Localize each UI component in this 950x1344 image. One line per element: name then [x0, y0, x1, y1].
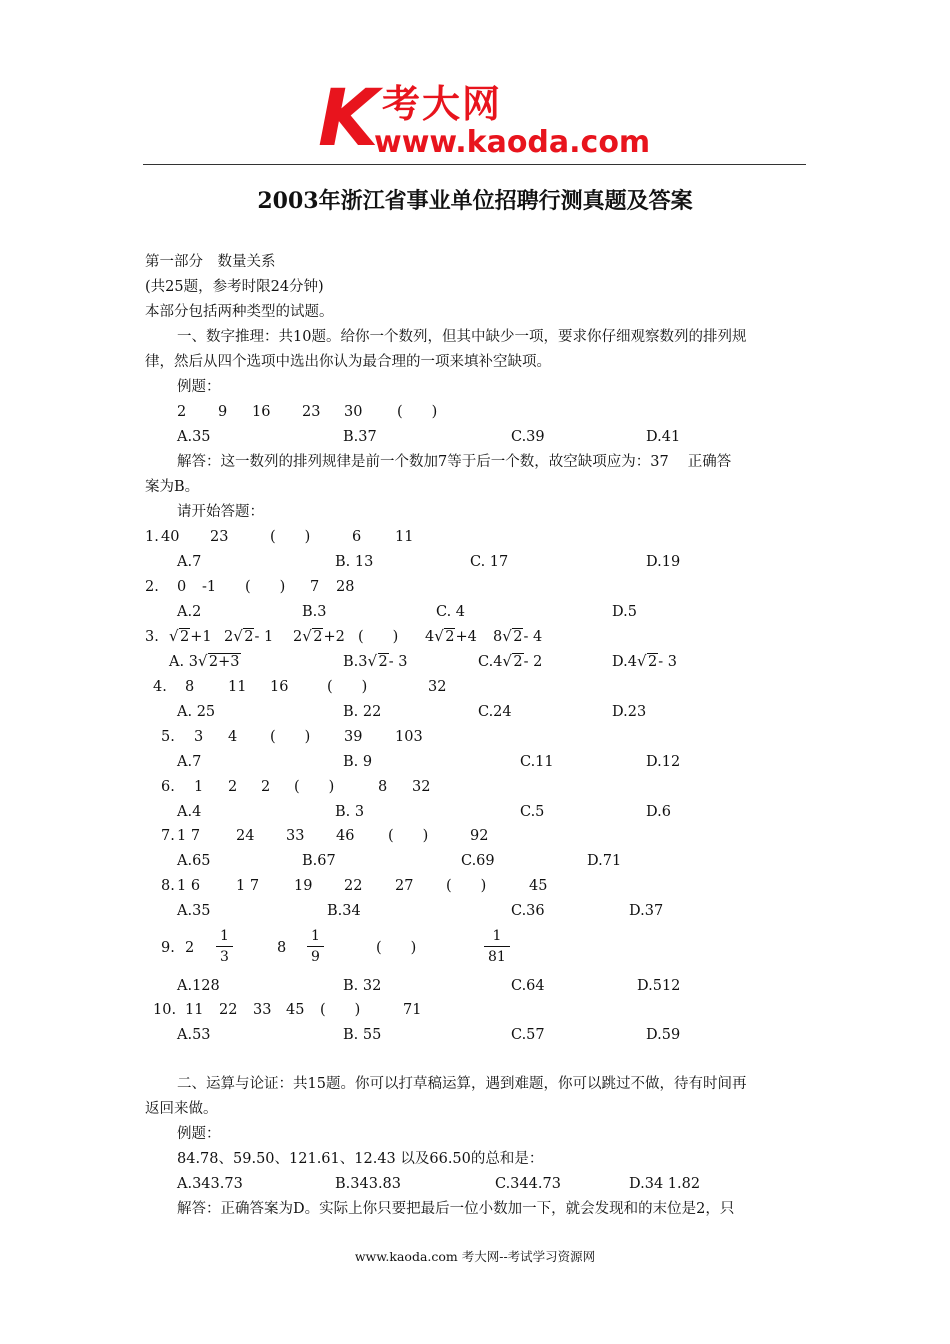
example-answer-line2: 案为B。 [145, 479, 200, 495]
part-intro: 本部分包括两种类型的试题。 [145, 304, 334, 320]
option-a: A.65 [177, 853, 211, 869]
seq-item: 9 [218, 404, 228, 420]
question-number: 4. [153, 679, 167, 695]
seq-item: 11 [228, 679, 247, 695]
seq-item: 8 [378, 779, 388, 795]
option-a: A.7 [177, 554, 202, 570]
option-a: A.343.73 [177, 1176, 243, 1192]
seq-blank: ( ) [245, 579, 286, 595]
header-rule [143, 164, 806, 165]
question-number: 1. [145, 529, 159, 545]
logo-url: www.kaoda.com [374, 125, 651, 160]
seq-item: 1 6 [177, 878, 201, 894]
option-b: B.67 [302, 853, 336, 869]
question-number: 10. [153, 1002, 177, 1018]
fraction-term: $\frac{1}{9}$ [307, 926, 324, 967]
question-number: 9. [161, 940, 175, 956]
option-c: C.64 [511, 978, 545, 994]
seq-blank: ( ) [327, 679, 368, 695]
seq-item: 2 [228, 779, 238, 795]
option-c: C.11 [520, 754, 554, 770]
option-a: A.2 [177, 604, 202, 620]
seq-item: 27 [395, 878, 414, 894]
seq-item: 11 [185, 1002, 204, 1018]
option-b: B.3 [302, 604, 327, 620]
seq-item: 8 [277, 940, 287, 956]
seq-item: 19 [294, 878, 313, 894]
option-d: D.71 [587, 853, 622, 869]
seq-item: 28 [336, 579, 355, 595]
seq-item: -1 [202, 579, 217, 595]
option-c: C.24 [478, 704, 512, 720]
option-a: A. 25 [177, 704, 216, 720]
option-d: D.19 [646, 554, 681, 570]
radical-term: 4√ 2+4 [425, 627, 477, 647]
option-b: B.343.83 [335, 1176, 402, 1192]
seq-blank: ( ) [270, 729, 311, 745]
example-answer-line1: 解答：这一数列的排列规律是前一个数加7等于后一个数，故空缺项应为：37 正确答 [177, 454, 732, 470]
option-b: B. 9 [343, 754, 373, 770]
example-label: 例题： [177, 1126, 221, 1142]
seq-item: 16 [270, 679, 289, 695]
seq-item: 6 [352, 529, 362, 545]
option-a: A.7 [177, 754, 202, 770]
radical-term: 8√ 2- 4 [493, 627, 542, 647]
document-title: 2003年浙江省事业单位招聘行测真题及答案 [257, 188, 693, 214]
option-b: B.3√ 2- 3 [343, 652, 407, 672]
example-question: 84.78、59.50、121.61、12.43 以及66.50的总和是： [177, 1151, 544, 1167]
option-b: B.34 [327, 903, 361, 919]
seq-item: 22 [344, 878, 363, 894]
seq-item: 39 [344, 729, 363, 745]
question-number: 7. [161, 828, 175, 844]
seq-item: 40 [161, 529, 180, 545]
seq-item: 92 [470, 828, 489, 844]
seq-blank: ( ) [388, 828, 429, 844]
logo-k: K [318, 74, 379, 164]
seq-blank: ( ) [294, 779, 335, 795]
option-d: D.37 [629, 903, 664, 919]
section1-desc-line2: 律，然后从四个选项中选出你认为最合理的一项来填补空缺项。 [145, 354, 551, 370]
seq-blank: ( ) [397, 404, 438, 420]
option-a: A.35 [177, 903, 211, 919]
part-heading: 第一部分 数量关系 [145, 254, 276, 270]
option-c: C.4√ 2- 2 [478, 652, 542, 672]
seq-item: 8 [185, 679, 195, 695]
seq-blank: ( ) [320, 1002, 361, 1018]
seq-item: 46 [336, 828, 355, 844]
option-a: A. 3√ 2+3 [169, 652, 241, 672]
section2-desc-line1: 二、运算与论证：共15题。你可以打草稿运算，遇到难题，你可以跳过不做，待有时间再 [177, 1076, 747, 1092]
option-d: D.12 [646, 754, 681, 770]
seq-item: 11 [395, 529, 414, 545]
part-note: (共25题，参考时限24分钟) [145, 279, 324, 295]
option-d: D.512 [637, 978, 681, 994]
option-d: D.5 [612, 604, 637, 620]
example-label: 例题： [177, 379, 221, 395]
seq-blank: ( ) [446, 878, 487, 894]
seq-item: 32 [428, 679, 447, 695]
seq-blank: ( ) [270, 529, 311, 545]
kaoda-logo [318, 74, 651, 164]
option-b: B. 32 [343, 978, 382, 994]
start-prompt: 请开始答题： [177, 504, 264, 520]
fraction-term: $\frac{1}{81}$ [484, 926, 510, 967]
option-b: B. 55 [343, 1027, 382, 1043]
option-b: B. 22 [343, 704, 382, 720]
seq-item: 22 [219, 1002, 238, 1018]
radical-term: √ 2+1 [169, 627, 212, 647]
seq-item: 33 [286, 828, 305, 844]
seq-item: 16 [252, 404, 271, 420]
radical-term: 2√ 2+2 [293, 627, 345, 647]
logo-chinese-name: 考大网 [382, 82, 503, 126]
seq-item: 1 7 [177, 828, 201, 844]
option-c: C. 4 [436, 604, 466, 620]
option-c: C.36 [511, 903, 545, 919]
option-c: C.5 [520, 804, 545, 820]
option-d: D.34 1.82 [629, 1176, 701, 1192]
seq-item: 4 [228, 729, 238, 745]
seq-item: 32 [412, 779, 431, 795]
seq-item: 2 [177, 404, 187, 420]
option-d: D.59 [646, 1027, 681, 1043]
option-c: C. 17 [470, 554, 509, 570]
seq-blank: ( ) [358, 629, 399, 645]
seq-item: 30 [344, 404, 363, 420]
seq-item: 45 [286, 1002, 305, 1018]
seq-item: 23 [302, 404, 321, 420]
seq-item: 0 [177, 579, 187, 595]
option-a: A.4 [177, 804, 202, 820]
seq-item: 1 [194, 779, 204, 795]
option-b: B.37 [343, 429, 377, 445]
radical-term: 2√ 2- 1 [224, 627, 273, 647]
seq-item: 23 [210, 529, 229, 545]
question-number: 6. [161, 779, 175, 795]
option-d: D.41 [646, 429, 681, 445]
seq-blank: ( ) [376, 940, 417, 956]
option-d: D.6 [646, 804, 671, 820]
question-number: 8. [161, 878, 175, 894]
option-d: D.4√ 2- 3 [612, 652, 677, 672]
seq-item: 33 [253, 1002, 272, 1018]
example-answer: 解答：正确答案为D。实际上你只要把最后一位小数加一下，就会发现和的末位是2，只 [177, 1201, 735, 1217]
question-number: 2. [145, 579, 159, 595]
seq-item: 24 [236, 828, 255, 844]
option-b: B. 13 [335, 554, 374, 570]
question-number: 3. [145, 629, 159, 645]
option-c: C.39 [511, 429, 545, 445]
option-a: A.128 [177, 978, 220, 994]
fraction-term: $\frac{1}{3}$ [216, 926, 233, 967]
option-c: C.57 [511, 1027, 545, 1043]
seq-item: 3 [194, 729, 204, 745]
seq-item: 7 [310, 579, 320, 595]
page-footer: www.kaoda.com 考大网--考试学习资源网 [354, 1249, 596, 1264]
section1-desc-line1: 一、数字推理：共10题。给你一个数列，但其中缺少一项，要求你仔细观察数列的排列规 [177, 329, 747, 345]
option-a: A.53 [177, 1027, 211, 1043]
seq-item: 71 [403, 1002, 422, 1018]
option-c: C.344.73 [495, 1176, 561, 1192]
seq-item: 1 7 [236, 878, 260, 894]
option-a: A.35 [177, 429, 211, 445]
option-b: B. 3 [335, 804, 365, 820]
option-c: C.69 [461, 853, 495, 869]
question-number: 5. [161, 729, 175, 745]
option-d: D.23 [612, 704, 647, 720]
seq-item: 45 [529, 878, 548, 894]
section2-desc-line2: 返回来做。 [145, 1101, 218, 1117]
seq-item: 2 [261, 779, 271, 795]
seq-item: 2 [185, 940, 195, 956]
seq-item: 103 [395, 729, 423, 745]
